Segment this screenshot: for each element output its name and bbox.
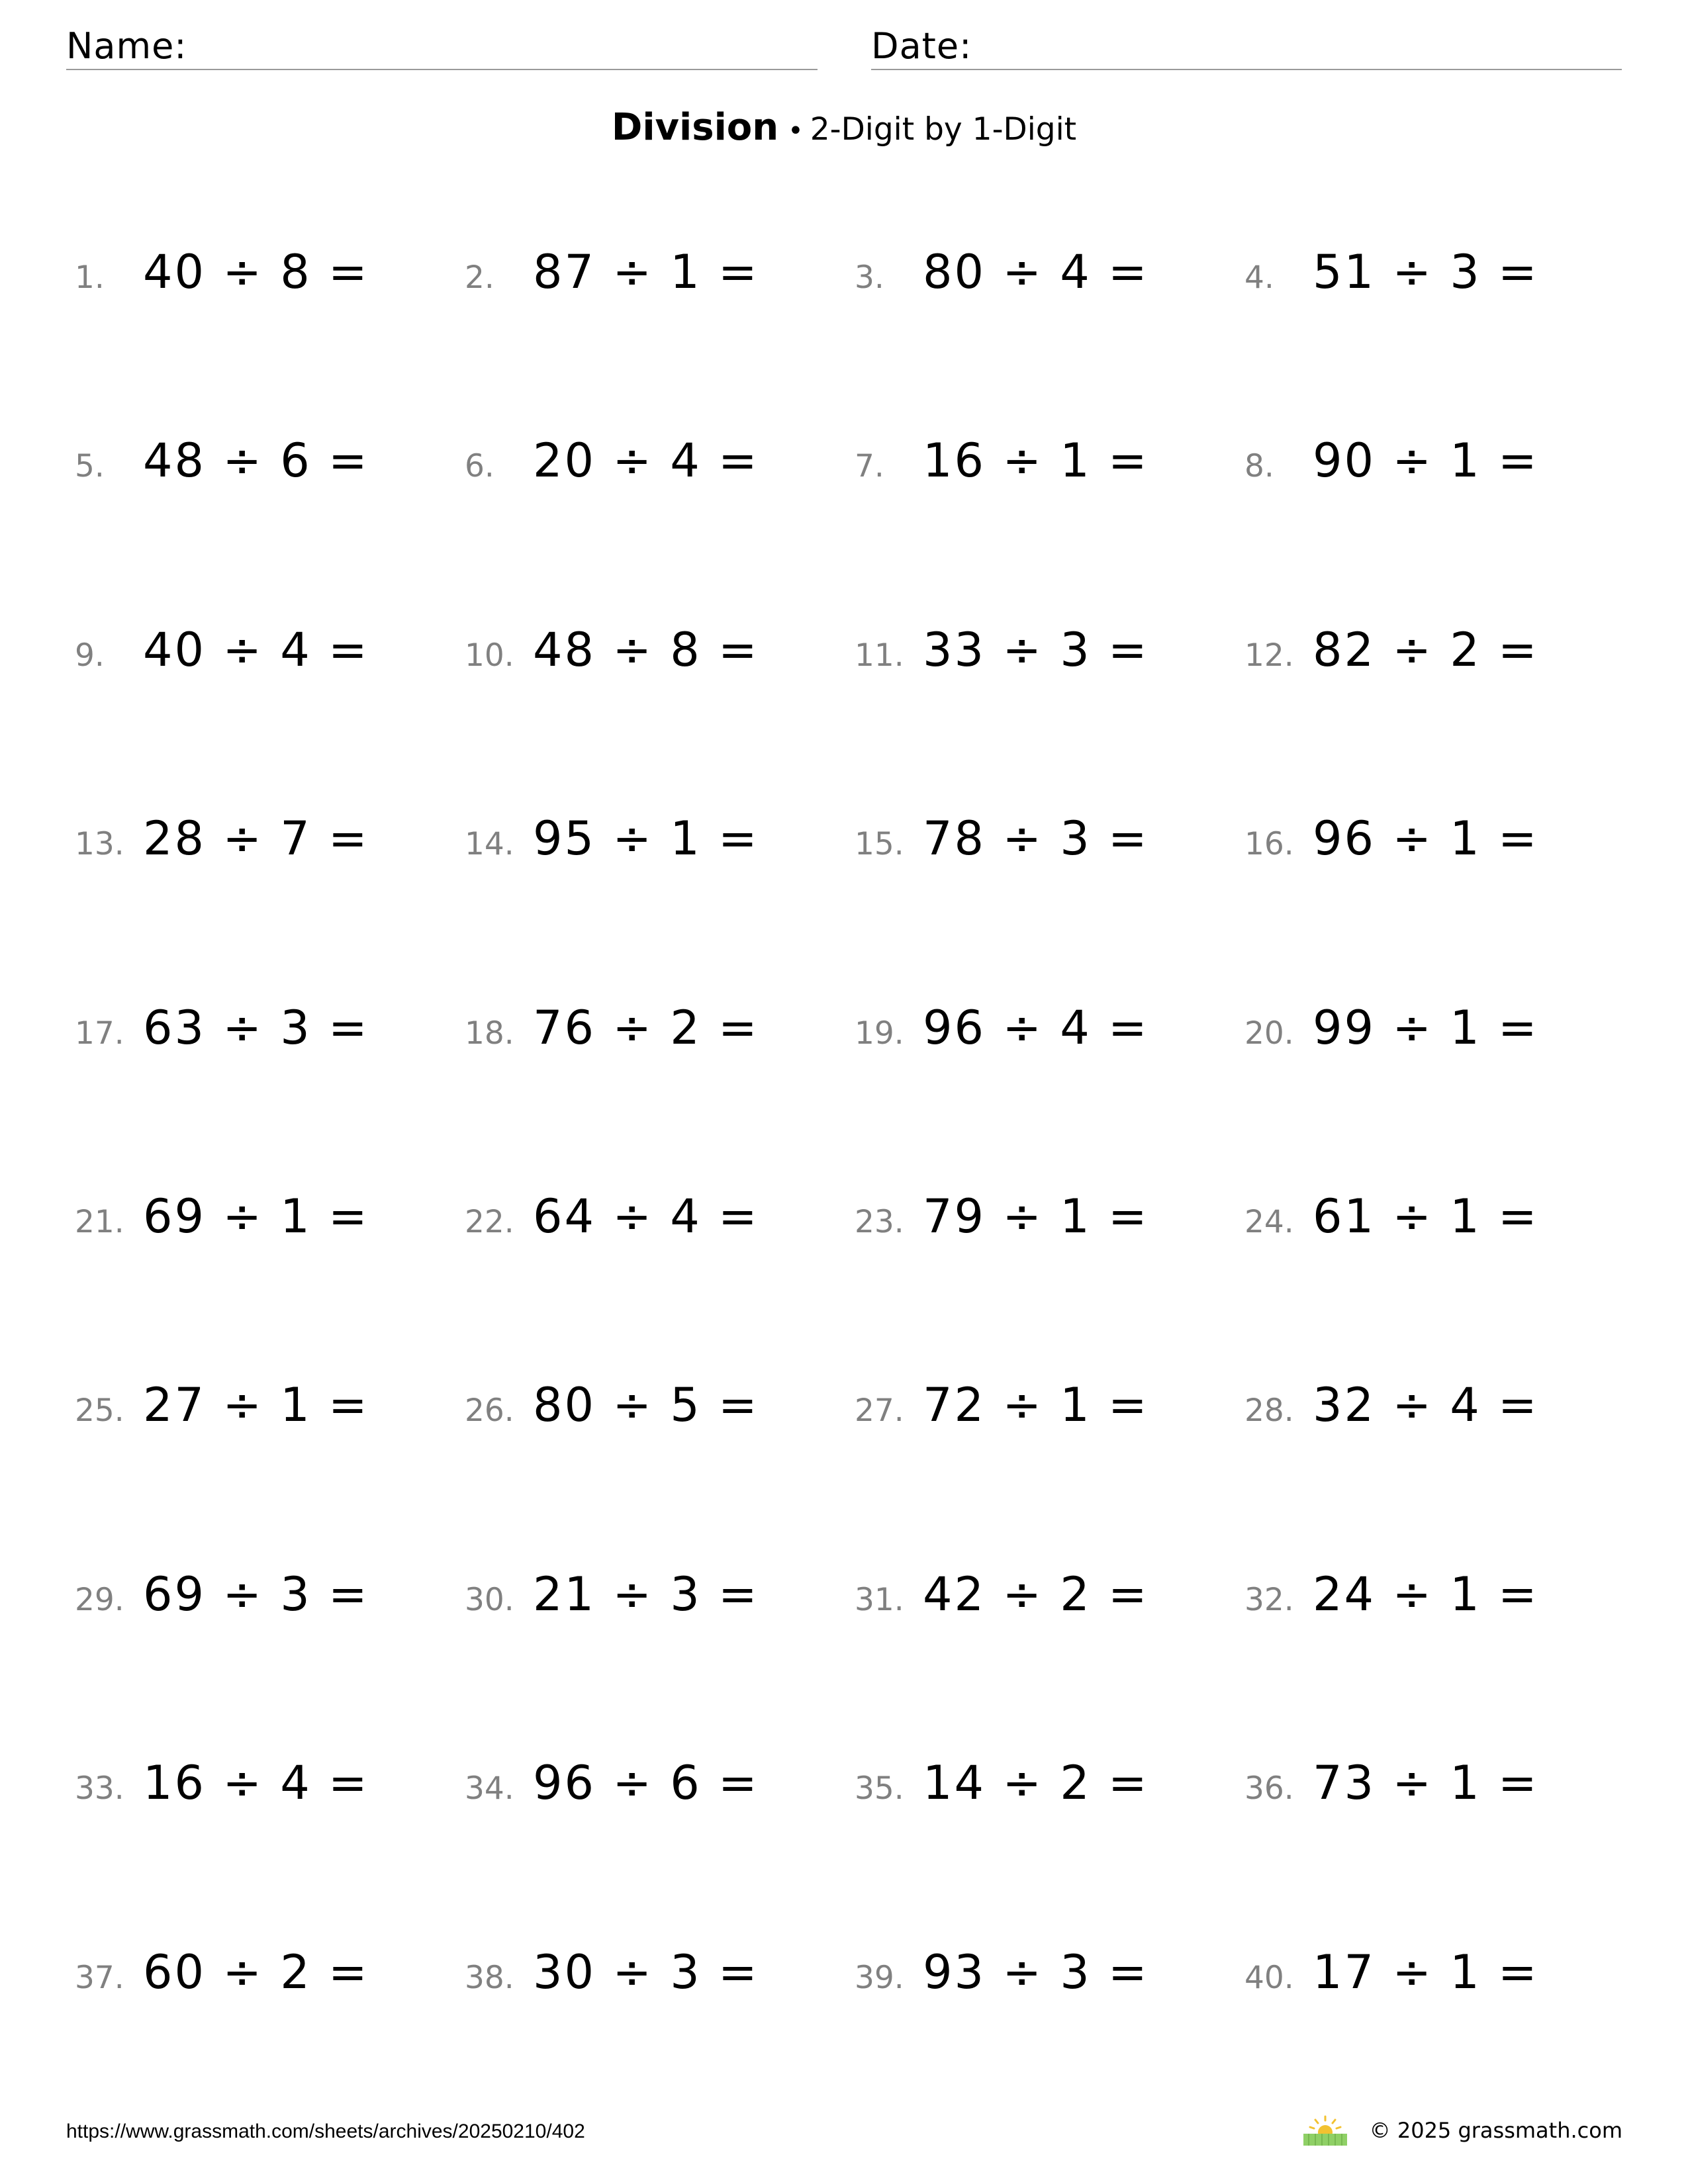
footer-branding	[1302, 2115, 1622, 2146]
problem-number: 10.	[465, 637, 514, 674]
problem-number: 12.	[1244, 637, 1294, 674]
worksheet-title	[0, 106, 1688, 149]
problem-item	[75, 245, 465, 341]
problem-number: 20.	[1244, 1015, 1294, 1052]
title-bullet: •	[788, 116, 804, 146]
problem-item	[1244, 623, 1634, 719]
problem-item	[855, 1189, 1244, 1286]
problem-number: 15.	[855, 826, 904, 863]
problem-number: 16.	[1244, 826, 1294, 863]
problem-item	[75, 1567, 465, 1664]
problem-number: 28.	[1244, 1392, 1294, 1430]
problem-number: 33.	[75, 1770, 124, 1807]
problem-expression: 73 ÷ 1 =	[1313, 1756, 1539, 1811]
problem-expression: 40 ÷ 4 =	[143, 622, 369, 677]
problem-item	[1244, 433, 1634, 530]
problem-number: 35.	[855, 1770, 904, 1807]
problem-expression: 82 ÷ 2 =	[1313, 622, 1539, 677]
problem-expression: 33 ÷ 3 =	[923, 622, 1149, 677]
problem-item	[1244, 1567, 1634, 1664]
problem-number: 7.	[855, 448, 884, 485]
problem-number: 1.	[75, 259, 105, 296]
problem-number: 18.	[465, 1015, 514, 1052]
problem-expression: 96 ÷ 6 =	[533, 1756, 759, 1811]
problem-expression: 17 ÷ 1 =	[1313, 1944, 1539, 1999]
problem-number: 19.	[855, 1015, 904, 1052]
problem-item	[465, 1001, 855, 1097]
problem-item	[75, 433, 465, 530]
problem-expression: 87 ÷ 1 =	[533, 245, 759, 299]
problem-item	[1244, 1378, 1634, 1475]
problem-expression: 24 ÷ 1 =	[1313, 1567, 1539, 1621]
problem-expression: 16 ÷ 4 =	[143, 1756, 369, 1811]
title-main: Division	[611, 106, 779, 149]
problem-number: 36.	[1244, 1770, 1294, 1807]
problem-item	[75, 1189, 465, 1286]
problem-expression: 16 ÷ 1 =	[923, 433, 1149, 488]
problem-number: 24.	[1244, 1203, 1294, 1240]
problem-expression: 76 ÷ 2 =	[533, 1000, 759, 1055]
problem-item	[1244, 1001, 1634, 1097]
problem-number: 9.	[75, 637, 105, 674]
problem-item	[75, 1378, 465, 1475]
problem-number: 25.	[75, 1392, 124, 1430]
problem-expression: 51 ÷ 3 =	[1313, 245, 1539, 299]
problem-number: 29.	[75, 1581, 124, 1618]
problem-number: 40.	[1244, 1959, 1294, 1996]
problem-number: 22.	[465, 1203, 514, 1240]
problem-item	[855, 1378, 1244, 1475]
problem-expression: 48 ÷ 8 =	[533, 622, 759, 677]
problem-number: 37.	[75, 1959, 124, 1996]
problem-item	[75, 623, 465, 719]
problem-item	[855, 811, 1244, 908]
problem-number: 26.	[465, 1392, 514, 1430]
problem-number: 3.	[855, 259, 884, 296]
date-label: Date:	[871, 25, 972, 67]
problem-expression: 21 ÷ 3 =	[533, 1567, 759, 1621]
problem-number: 21.	[75, 1203, 124, 1240]
footer-url: https://www.grassmath.com/sheets/archives/20250210/402	[66, 2120, 585, 2142]
problem-number: 2.	[465, 259, 494, 296]
problem-item	[465, 433, 855, 530]
problem-item	[465, 1567, 855, 1664]
problem-item	[855, 245, 1244, 341]
problem-item	[855, 1001, 1244, 1097]
problem-expression: 79 ÷ 1 =	[923, 1189, 1149, 1244]
problem-expression: 99 ÷ 1 =	[1313, 1000, 1539, 1055]
problem-expression: 40 ÷ 8 =	[143, 245, 369, 299]
problem-expression: 93 ÷ 3 =	[923, 1944, 1149, 1999]
problem-item	[465, 245, 855, 341]
problem-item	[855, 433, 1244, 530]
problem-item	[855, 623, 1244, 719]
sun-over-grass-icon	[1302, 2115, 1348, 2146]
problem-expression: 95 ÷ 1 =	[533, 811, 759, 866]
problem-expression: 80 ÷ 5 =	[533, 1378, 759, 1433]
problem-expression: 64 ÷ 4 =	[533, 1189, 759, 1244]
problem-number: 31.	[855, 1581, 904, 1618]
problem-expression: 27 ÷ 1 =	[143, 1378, 369, 1433]
problem-item	[1244, 1189, 1634, 1286]
problem-item	[1244, 245, 1634, 341]
problem-expression: 96 ÷ 1 =	[1313, 811, 1539, 866]
problem-number: 11.	[855, 637, 904, 674]
problem-expression: 30 ÷ 3 =	[533, 1944, 759, 1999]
problem-expression: 78 ÷ 3 =	[923, 811, 1149, 866]
problem-expression: 96 ÷ 4 =	[923, 1000, 1149, 1055]
problem-expression: 20 ÷ 4 =	[533, 433, 759, 488]
problem-item	[465, 1189, 855, 1286]
problem-number: 17.	[75, 1015, 124, 1052]
copyright-text: © 2025 grassmath.com	[1369, 2118, 1622, 2143]
problem-item	[855, 1756, 1244, 1852]
problem-expression: 61 ÷ 1 =	[1313, 1189, 1539, 1244]
problem-item	[465, 623, 855, 719]
problem-expression: 60 ÷ 2 =	[143, 1944, 369, 1999]
date-field[interactable]	[871, 24, 1622, 70]
problem-number: 38.	[465, 1959, 514, 1996]
problem-expression: 69 ÷ 3 =	[143, 1567, 369, 1621]
problem-item	[1244, 811, 1634, 908]
problem-item	[75, 1756, 465, 1852]
problem-expression: 80 ÷ 4 =	[923, 245, 1149, 299]
problem-expression: 48 ÷ 6 =	[143, 433, 369, 488]
problem-item	[855, 1945, 1244, 2042]
problem-item	[75, 1001, 465, 1097]
problem-number: 39.	[855, 1959, 904, 1996]
name-label: Name:	[66, 25, 187, 67]
problem-number: 8.	[1244, 448, 1274, 485]
problem-item	[1244, 1945, 1634, 2042]
problem-expression: 28 ÷ 7 =	[143, 811, 369, 866]
problem-expression: 63 ÷ 3 =	[143, 1000, 369, 1055]
problem-expression: 90 ÷ 1 =	[1313, 433, 1539, 488]
problem-number: 13.	[75, 826, 124, 863]
problem-expression: 42 ÷ 2 =	[923, 1567, 1149, 1621]
problem-number: 5.	[75, 448, 105, 485]
problem-number: 32.	[1244, 1581, 1294, 1618]
problem-item	[465, 1378, 855, 1475]
problem-expression: 72 ÷ 1 =	[923, 1378, 1149, 1433]
problem-number: 27.	[855, 1392, 904, 1430]
problem-number: 34.	[465, 1770, 514, 1807]
problem-item	[855, 1567, 1244, 1664]
problem-item	[1244, 1756, 1634, 1852]
name-field[interactable]	[66, 24, 818, 70]
problem-item	[465, 1945, 855, 2042]
problem-item	[465, 1756, 855, 1852]
problem-number: 6.	[465, 448, 494, 485]
problem-grid	[75, 245, 1664, 2134]
problem-item	[75, 1945, 465, 2042]
problem-expression: 69 ÷ 1 =	[143, 1189, 369, 1244]
problem-expression: 14 ÷ 2 =	[923, 1756, 1149, 1811]
problem-number: 23.	[855, 1203, 904, 1240]
problem-item	[465, 811, 855, 908]
title-subtitle: 2-Digit by 1-Digit	[810, 111, 1077, 148]
problem-number: 4.	[1244, 259, 1274, 296]
problem-expression: 32 ÷ 4 =	[1313, 1378, 1539, 1433]
problem-number: 30.	[465, 1581, 514, 1618]
problem-number: 14.	[465, 826, 514, 863]
problem-item	[75, 811, 465, 908]
